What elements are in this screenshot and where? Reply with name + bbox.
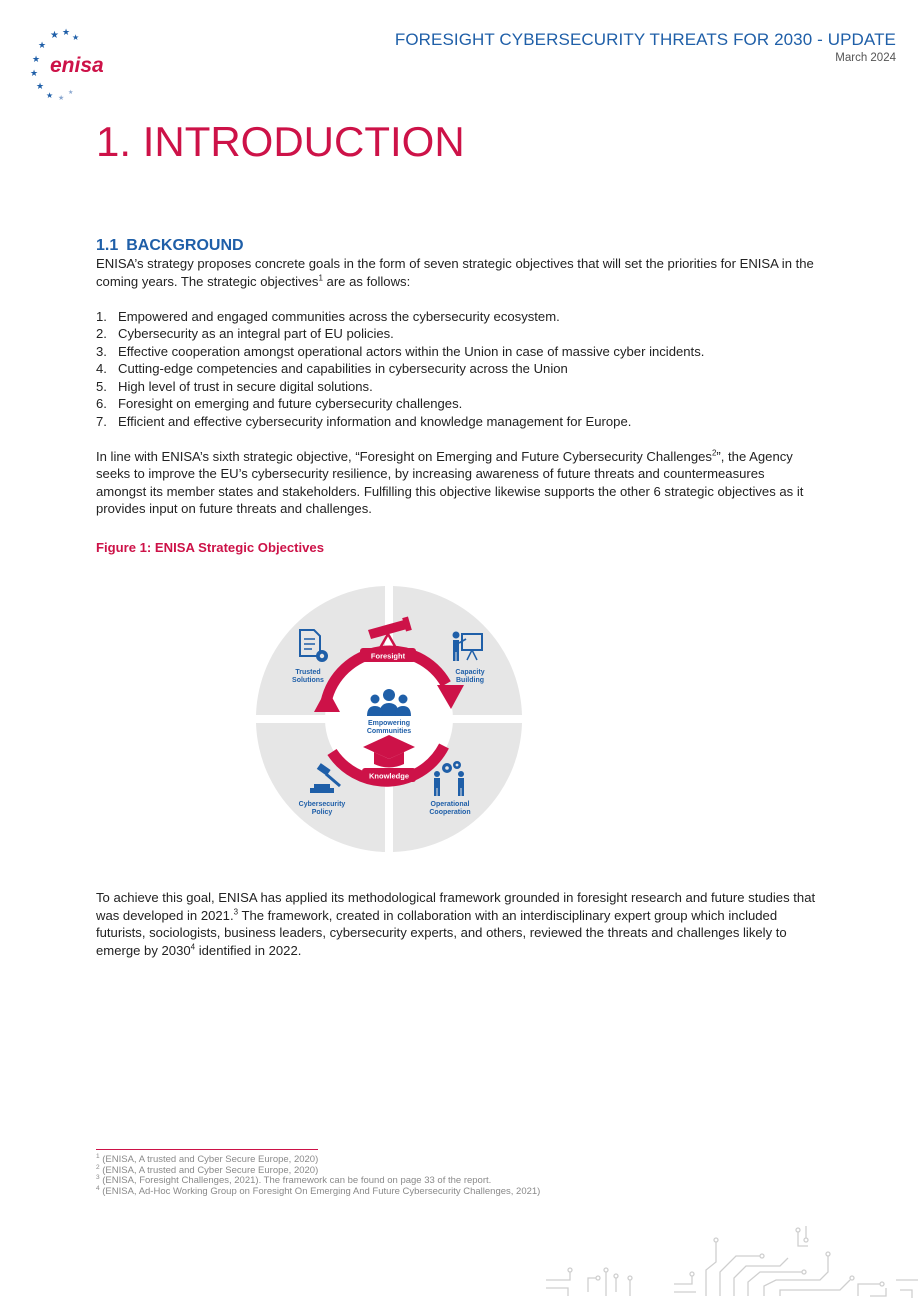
trusted-label-2: Solutions [292,677,324,684]
footnote: $^4$ (ENISA, Ad-Hoc Working Group on Foresight On Emerging And Future Cybersecurity Challenges, 2021) [96,1184,541,1197]
section-title: BACKGROUND [126,237,244,254]
list-item: 5. High level of trust in secure digital solutions. [96,378,373,394]
footnote-ref-2: 2 [711,448,717,458]
svg-text:★: ★ [30,69,39,79]
sixth-objective-paragraph: In line with ENISA’s sixth strategic objective, “Foresight on Emerging and Future Cybersecurity Challenges$^2$”, the Agency seeks to improve the EU’s cybersecurity resilience, by increasing awareness of future threats and countermeasures amongst its member states and stakeholders. Fulfilling this objective likewise supports the other 6 strategic objectives as it provides input on future threats and challenges. [96,448,804,516]
trusted-label-1: Trusted [295,669,321,676]
list-item: 2. Cybersecurity as an integral part of EU policies. [96,326,394,341]
svg-text:★: ★ [36,82,45,92]
footnote-divider [96,1149,318,1150]
capacity-label-1: Capacity [455,669,485,676]
svg-text:★: ★ [58,94,65,102]
knowledge-label: Knowledge [368,771,410,781]
list-item: 1. Empowered and engaged communities across the cybersecurity ecosystem. [96,308,560,324]
footnote: $^2$ (ENISA, A trusted and Cyber Secure Europe, 2020) [96,1163,319,1176]
svg-text:★: ★ [50,30,59,41]
svg-text:★: ★ [72,33,80,42]
strategic-objectives-figure [254,584,524,854]
foresight-label: Foresight [370,651,406,661]
footnote-ref-3: 3 [233,907,239,917]
methodology-paragraph-block [96,889,816,959]
section-number: 1.1 [96,237,119,254]
svg-text:★: ★ [62,28,71,38]
svg-text:★: ★ [46,91,54,100]
footnote: $^1$ (ENISA, A trusted and Cyber Secure Europe, 2020) [96,1152,319,1165]
list-item: 3. Effective cooperation amongst operational actors within the Union in case of massive cyber incidents. [96,343,705,359]
svg-text:★: ★ [32,55,41,65]
list-item: 7. Efficient and effective cybersecurity information and knowledge management for Europe. [96,413,632,429]
footnote-ref-4: 4 [190,942,196,952]
document-title: FORESIGHT CYBERSECURITY THREATS FOR 2030 - UPDATE [394,30,896,49]
figure-caption: Figure 1: ENISA Strategic Objectives [96,540,324,555]
section-heading [96,236,816,255]
footnote-ref-1: 1 [318,273,323,283]
footnotes [96,1152,541,1197]
methodology-paragraph: To achieve this goal, ENISA has applied its methodological framework grounded in foresight research and future studies that was developed in 2021.$^3$ The framework, created in collaboration with an interdisciplinary expert group which included futurists, sociologists, business leaders, cybersecurity experts, and others, reviewed the threats and challenges likely to emerge by 2030$^4$ identified in 2022. [96,890,816,958]
list-item: 6. Foresight on emerging and future cybersecurity challenges. [96,396,463,411]
logo-text: enisa [50,54,104,77]
policy-label-1: Cybersecurity [298,801,346,808]
svg-text:★: ★ [38,41,47,51]
capacity-label-2: Building [456,677,484,684]
intro-paragraph: ENISA’s strategy proposes concrete goals in the form of seven strategic objectives that will set the priorities for ENISA in the coming years. The strategic objectives$^1$ are as follows: [96,256,814,289]
enisa-logo [28,26,118,102]
objectives-list [96,308,816,431]
empowering-label-1: Empowering [367,720,411,727]
footnote: $^3$ (ENISA, Foresight Challenges, 2021). The framework can be found on page 33 of the report. [96,1173,492,1186]
policy-label-2: Policy [311,809,333,816]
background-section [96,236,816,518]
svg-text:★: ★ [68,89,74,96]
empowering-label-2: Communities [366,728,412,735]
operational-label-1: Operational [430,801,470,808]
document-date: March 2024 [835,52,896,64]
list-item: 4. Cutting-edge competencies and capabilities in cybersecurity across the Union [96,361,568,376]
circuit-decoration-icon [540,1222,920,1302]
operational-label-2: Cooperation [429,809,471,816]
chapter-title: 1. INTRODUCTION [96,118,465,165]
